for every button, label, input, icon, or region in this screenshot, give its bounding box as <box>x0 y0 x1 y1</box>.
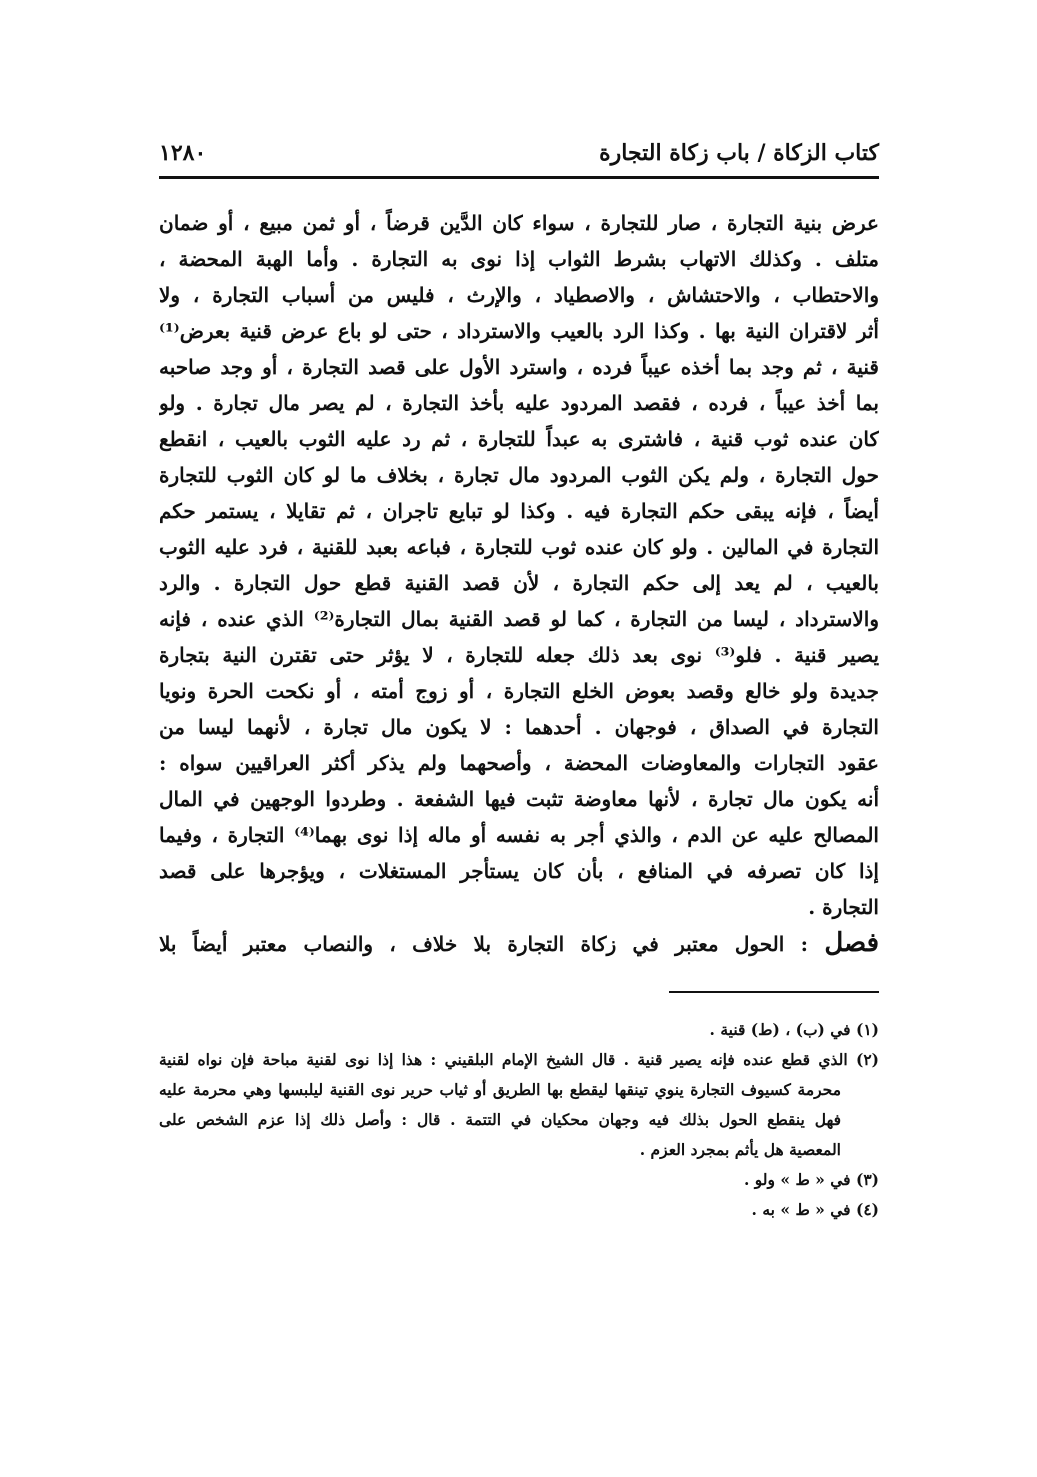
text-line: جديدة ولو خالع وقصد بعوض الخلع التجارة ، أو زوج أمته ، أو نكحت الحرة ونويا <box>159 679 879 703</box>
text-line: أنه يكون مال تجارة ، لأنها معاوضة تثبت فيها الشفعة . وطردوا الوجهين في المال <box>159 787 879 811</box>
text-line: بما أخذ عيباً ، فرده ، فقصد المردود عليه بأخذ التجارة ، لم يصر مال تجارة . ولو <box>159 391 879 415</box>
footnote: (٣) في « ط » ولو . <box>743 1170 879 1189</box>
section-line <box>159 925 879 961</box>
text-line: عرض بنية التجارة ، صار للتجارة ، سواء كان الدَّين قرضاً ، أو ثمن مبيع ، أو ضمان <box>159 211 879 235</box>
text-line: كان عنده ثوب قنية ، فاشترى به عبداً للتجارة ، ثم رد عليه الثوب بالعيب ، انقطع <box>159 427 879 451</box>
text-line: التجارة في الصداق ، فوجهان . أحدهما : لا يكون مال تجارة ، لأنهما ليسا من <box>159 715 879 739</box>
text-line: أيضاً ، فإنه يبقى حكم التجارة فيه . وكذا لو تبايع تاجران ، ثم تقايلا ، يستمر حكم <box>159 499 879 523</box>
footnote: (٤) في « ط » به . <box>751 1200 879 1219</box>
text-line: المصالح عليه عن الدم ، والذي أجر به نفسه أو ماله إذا نوى بهما⁽⁴⁾ التجارة ، وفيما <box>159 823 879 847</box>
footnote-continuation: محرمة كسيوف التجارة ينوي تينقها ليقطع بها الطريق أو ثياب حرير نوى القنية ليلبسها وهي محرمة عليه <box>159 1080 841 1099</box>
footnotes <box>159 1015 879 1225</box>
running-header <box>159 136 879 179</box>
footnote-divider <box>669 991 879 993</box>
text-line: حول التجارة ، ولم يكن الثوب المردود مال تجارة ، بخلاف ما لو كان الثوب للتجارة <box>159 463 879 487</box>
footnote-continuation: المعصية هل يأثم بمجرد العزم . <box>639 1140 841 1159</box>
text-line: متلف . وكذلك الاتهاب بشرط الثواب إذا نوى به التجارة . وأما الهبة المحضة ، <box>159 247 879 271</box>
section-heading: فصل <box>824 928 879 958</box>
text-line: إذا كان تصرفه في المنافع ، بأن كان يستأجر المستغلات ، ويؤجرها على قصد <box>159 859 879 883</box>
text-line: قنية ، ثم وجد بما أخذه عيباً فرده ، واسترد الأول على قصد التجارة ، أو وجد صاحبه <box>159 355 879 379</box>
running-title: كتاب الزكاة / باب زكاة التجارة <box>599 140 879 166</box>
text-line: التجارة . <box>808 895 879 919</box>
text-line: والاحتطاب ، والاحتشاش ، والاصطياد ، والإرث ، فليس من أسباب التجارة ، ولا <box>159 283 879 307</box>
footnote: (١) في (ب) ، (ط) قنية . <box>709 1020 879 1039</box>
text-line: بالعيب ، لم يعد إلى حكم التجارة ، لأن قصد القنية قطع حول التجارة . والرد <box>159 571 879 595</box>
text-line: يصير قنية . فلو⁽³⁾ نوى بعد ذلك جعله للتجارة ، لا يؤثر حتى تقترن النية بتجارة <box>159 643 879 667</box>
footnote: (٢) الذي قطع عنده فإنه يصير قنية . قال الشيخ الإمام البلقيني : هذا إذا نوى لقنية مباحة فإن نواه لقنية <box>159 1050 879 1069</box>
main-text <box>159 205 879 961</box>
text-line: أثر لاقتران النية بها . وكذا الرد بالعيب والاسترداد ، حتى لو باع عرض قنية بعرض⁽¹⁾ <box>159 319 879 343</box>
footnote-continuation: فهل ينقطع الحول بذلك فيه وجهان محكيان في التتمة . قال : وأصل ذلك إذا عزم الشخص على <box>159 1110 841 1129</box>
text-line: عقود التجارات والمعاوضات المحضة ، وأصحهما ولم يذكر أكثر العراقيين سواه : <box>159 751 879 775</box>
text-line: والاسترداد ، ليسا من التجارة ، كما لو قصد القنية بمال التجارة⁽²⁾ الذي عنده ، فإنه <box>159 607 879 631</box>
text-line: التجارة في المالين . ولو كان عنده ثوب للتجارة ، فباعه بعبد للقنية ، فرد عليه الثوب <box>159 535 879 559</box>
page-number: ١٢٨٠ <box>159 140 207 166</box>
book-page <box>159 136 879 1336</box>
section-text: : الحول معتبر في زكاة التجارة بلا خلاف ، والنصاب معتبر أيضاً بلا <box>159 932 808 956</box>
